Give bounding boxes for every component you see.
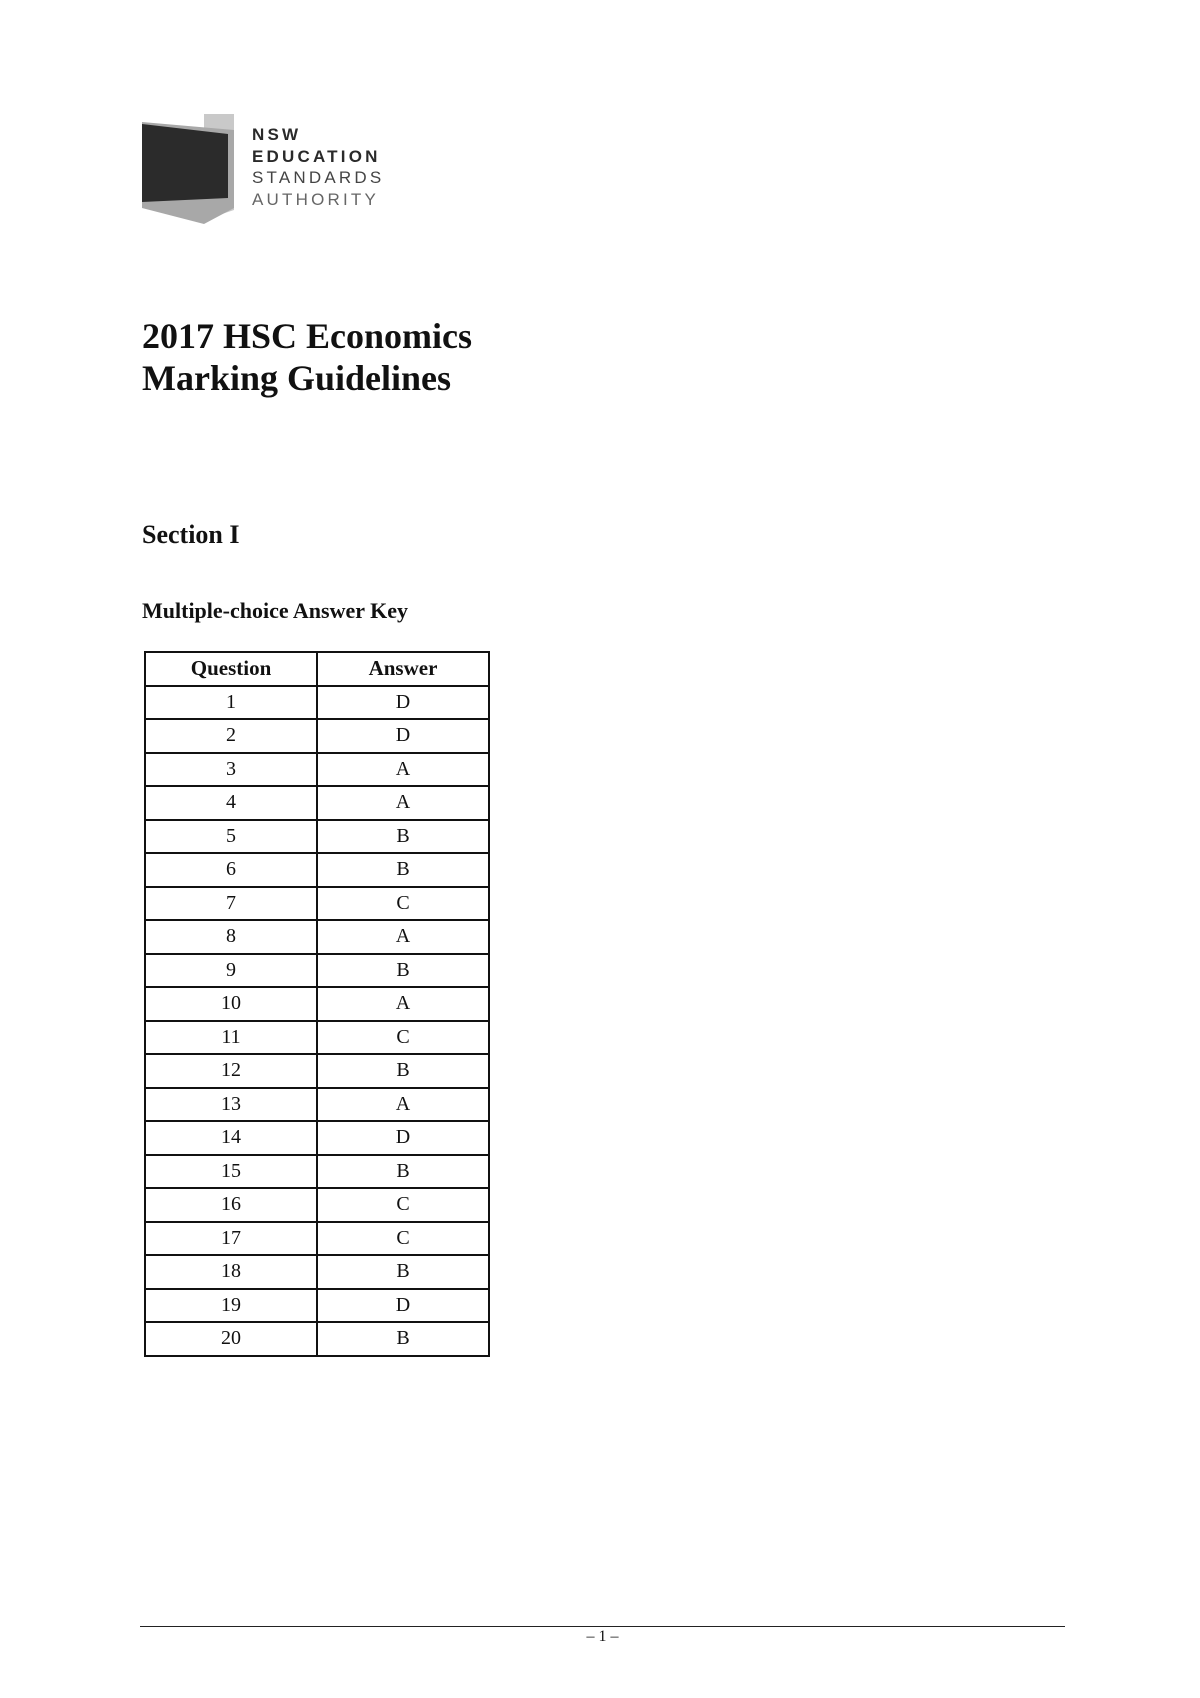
- table-row: [145, 686, 489, 720]
- question-number: 14: [145, 1121, 317, 1155]
- question-number: 3: [145, 753, 317, 787]
- answer-letter: A: [317, 987, 489, 1021]
- answer-letter: B: [317, 853, 489, 887]
- table-row: [145, 1054, 489, 1088]
- answer-letter: C: [317, 1222, 489, 1256]
- question-number: 4: [145, 786, 317, 820]
- question-number: 20: [145, 1322, 317, 1356]
- table-header-row: [145, 652, 489, 686]
- answer-letter: D: [317, 719, 489, 753]
- answer-letter: C: [317, 1188, 489, 1222]
- table-row: [145, 719, 489, 753]
- table-row: [145, 753, 489, 787]
- document-title-line-1: 2017 HSC Economics: [142, 316, 473, 356]
- table-row: [145, 920, 489, 954]
- logo-line-authority: AUTHORITY: [252, 189, 380, 209]
- question-number: 8: [145, 920, 317, 954]
- question-number: 9: [145, 954, 317, 988]
- section-heading: Section I: [142, 520, 240, 549]
- footer-divider: [140, 1626, 1065, 1627]
- answer-letter: B: [317, 820, 489, 854]
- question-number: 7: [145, 887, 317, 921]
- answer-letter: A: [317, 786, 489, 820]
- table-row: [145, 887, 489, 921]
- table-row: [145, 1322, 489, 1356]
- table-row: [145, 1188, 489, 1222]
- answer-letter: A: [317, 753, 489, 787]
- answer-letter: A: [317, 1088, 489, 1122]
- table-row: [145, 1255, 489, 1289]
- logo-wordmark: [252, 124, 384, 210]
- table-row: [145, 1222, 489, 1256]
- question-number: 16: [145, 1188, 317, 1222]
- answer-key-heading: Multiple-choice Answer Key: [142, 598, 408, 623]
- answer-letter: B: [317, 954, 489, 988]
- table-row: [145, 987, 489, 1021]
- page-number: – 1 –: [586, 1628, 619, 1645]
- answer-letter: C: [317, 887, 489, 921]
- table-row: [145, 786, 489, 820]
- question-number: 19: [145, 1289, 317, 1323]
- answer-letter: D: [317, 686, 489, 720]
- logo-line-education: EDUCATION: [252, 146, 381, 166]
- document-title-line-2: Marking Guidelines: [142, 358, 452, 398]
- table-row: [145, 1155, 489, 1189]
- answer-letter: C: [317, 1021, 489, 1055]
- answer-letter: B: [317, 1054, 489, 1088]
- question-number: 6: [145, 853, 317, 887]
- answer-letter: B: [317, 1255, 489, 1289]
- answer-letter: B: [317, 1155, 489, 1189]
- question-number: 13: [145, 1088, 317, 1122]
- question-number: 11: [145, 1021, 317, 1055]
- answer-letter: D: [317, 1121, 489, 1155]
- document-title: [142, 315, 472, 399]
- column-header-answer: Answer: [317, 652, 489, 686]
- table-row: [145, 1289, 489, 1323]
- question-number: 17: [145, 1222, 317, 1256]
- question-number: 5: [145, 820, 317, 854]
- question-number: 1: [145, 686, 317, 720]
- logo-mark-icon: [142, 112, 242, 224]
- table-row: [145, 1021, 489, 1055]
- column-header-question: Question: [145, 652, 317, 686]
- table-row: [145, 1121, 489, 1155]
- logo-line-standards: STANDARDS: [252, 168, 385, 187]
- answer-letter: A: [317, 920, 489, 954]
- table-row: [145, 820, 489, 854]
- question-number: 10: [145, 987, 317, 1021]
- logo-line-nsw: NSW: [252, 125, 302, 144]
- question-number: 12: [145, 1054, 317, 1088]
- nsw-education-standards-authority-logo: [142, 112, 402, 224]
- table-row: [145, 1088, 489, 1122]
- question-number: 2: [145, 719, 317, 753]
- answer-letter: D: [317, 1289, 489, 1323]
- table-row: [145, 954, 489, 988]
- table-row: [145, 853, 489, 887]
- answer-letter: B: [317, 1322, 489, 1356]
- question-number: 18: [145, 1255, 317, 1289]
- answer-key-table: [144, 651, 490, 1357]
- question-number: 15: [145, 1155, 317, 1189]
